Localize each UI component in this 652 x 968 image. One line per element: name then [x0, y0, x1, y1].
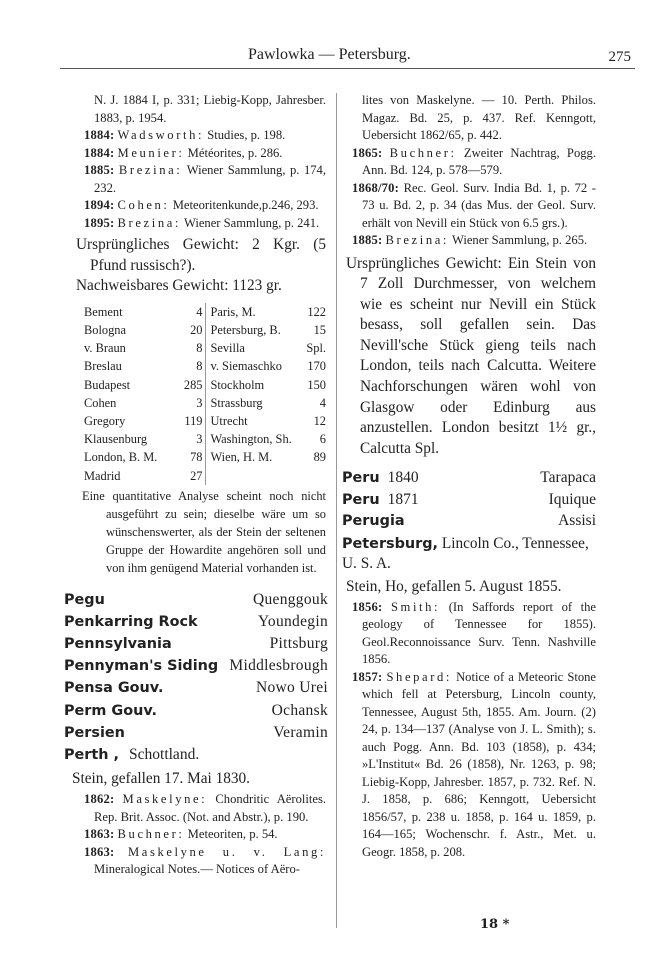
entry-location: Lincoln Co., Tennessee, U. S. A.: [342, 534, 589, 572]
index-entry: [342, 469, 596, 491]
entry-place: Pittsburg: [269, 635, 328, 653]
signature-mark: 18 *: [480, 917, 510, 932]
collection-name: [206, 466, 302, 484]
reference-text: Notice of a Meteoric Stone which fell at Petersburg, Lincoln county, Tennessee, August 5th, 1855. Am. Journ. (2) 24, p. 134—137 (Analyse von J. L. Smith); s. auch Pogg. Ann. Bd. 103 (1858), p. 434; »L'Institut« Bd. 26 (1858), Nr. 1263, p. 98; Liebig-Kopp, Jahresber. 1857, p. 732. Ref. N. J. 1858, p. 686; Kenngott, Uebersicht 1856/57, p. 238 u. 1858, p. 164 u. 1859, p. 164—165; Wochenschr. f. Astr., Met. u. Geogr. 1858, p. 208.: [362, 669, 596, 859]
reference-author: Brezina:: [118, 163, 183, 177]
entry-year: 1871: [387, 490, 419, 508]
entry-name: Perth ,: [64, 746, 120, 763]
reference-year: 1885:: [352, 233, 383, 247]
collection-weight: 27: [176, 466, 206, 484]
reference-text: Wiener Sammlung, p. 174, 232.: [94, 163, 326, 195]
reference-text: Zweiter Nachtrag, Pogg. Ann. Bd. 124, p. 578—579.: [362, 145, 596, 177]
entry-place: Middlesbrough: [229, 657, 328, 675]
page-number: 275: [608, 49, 631, 65]
reference-year: 1856:: [352, 599, 383, 614]
petersburg-references: [352, 599, 596, 862]
reference-item: [352, 599, 596, 669]
reference-text: (In Saffords report of the geology of Tennessee for 1855). Geol.Reconnoissance Surv. Tenn. Nashville 1856.: [362, 599, 597, 667]
reference-year: 1884:: [84, 145, 115, 160]
collection-weight: 8: [176, 339, 206, 357]
index-entry: [64, 702, 328, 724]
collection-weight: 20: [176, 321, 206, 339]
reference-item: [352, 92, 596, 145]
collection-weight: 4: [319, 395, 326, 410]
entry-name: Perm Gouv.: [64, 702, 158, 719]
reference-year: 1868/70:: [352, 180, 400, 195]
collection-row: [84, 394, 326, 412]
entry-place: Assisi: [558, 512, 596, 530]
reference-item: [84, 791, 326, 826]
collection-weight: 3: [176, 394, 206, 412]
entry-heading: [342, 512, 413, 530]
collection-name: Strassburg: [210, 395, 263, 410]
collection-name: Klausenburg: [84, 432, 148, 447]
reference-year: 1863:: [84, 844, 115, 859]
collection-row: [84, 357, 326, 375]
reference-item: [84, 215, 326, 233]
entry-name: Pennyman's Siding: [64, 658, 219, 675]
collection-row: [84, 303, 326, 321]
collection-weight: 78: [176, 448, 206, 466]
reference-author: Cohen:: [117, 198, 170, 212]
reference-item: [352, 180, 596, 233]
collection-name: London, B. M.: [84, 450, 158, 465]
collection-weight: 3: [176, 430, 206, 448]
reference-author: Wadsworth:: [117, 128, 205, 142]
index-entry: [64, 679, 328, 701]
reference-text: Chondritic Aërolites. Rep. Brit. Assoc. (Not. and Abstr.), p. 190.: [94, 792, 327, 824]
reference-year: 1863:: [84, 827, 115, 842]
entry-place: Youndegin: [257, 612, 328, 630]
verifiable-weight: Nachweisbares Gewicht: 1123 gr.: [76, 277, 282, 295]
entry-name: Pegu: [64, 591, 105, 608]
reference-item: [84, 826, 326, 844]
reference-author: Meunier:: [117, 145, 185, 160]
collection-row: [84, 321, 326, 339]
collection-name: v. Braun: [84, 341, 126, 356]
index-entry: [64, 613, 328, 635]
index-entry: [64, 657, 328, 679]
entry-name: Petersburg,: [342, 535, 439, 552]
reference-item: [84, 92, 326, 127]
entry-place: Tarapaca: [540, 469, 596, 487]
collection-name: Petersburg, B.: [210, 323, 281, 338]
collection-name: Paris, M.: [210, 304, 256, 319]
entry-place: Iquique: [548, 490, 596, 508]
running-header: [60, 42, 635, 69]
entry-location: Schottland.: [129, 745, 200, 763]
reference-item: [84, 197, 326, 215]
reference-author: Maskelyne u. v. Lang:: [127, 844, 326, 859]
reference-text: Studies, p. 198.: [207, 128, 286, 142]
reference-text: Wiener Sammlung, p. 265.: [451, 233, 588, 247]
index-entry: [342, 491, 596, 513]
collection-name: Gregory: [84, 414, 126, 428]
original-weight-text: Ursprüngliches Gewicht: 2 Kgr.: [76, 236, 300, 253]
reference-year: 1895:: [84, 215, 115, 230]
entry-place: Quenggouk: [252, 590, 328, 608]
original-weight: [76, 235, 326, 276]
reference-year: 1884:: [84, 128, 115, 142]
reference-text: Meteoriten, p. 54.: [187, 827, 278, 842]
collection-weight: 15: [313, 323, 326, 338]
collection-name: Cohen: [84, 395, 117, 410]
collection-weight: 4: [176, 303, 206, 321]
collection-weight: [302, 466, 326, 484]
entry-petersburg: [342, 534, 596, 574]
collection-name: Stockholm: [210, 377, 265, 392]
collection-name: Utrecht: [210, 414, 248, 428]
index-entry: [64, 724, 328, 746]
reference-author: Brezina:: [117, 215, 182, 230]
collection-name: Wien, H. M.: [210, 450, 273, 465]
reference-year: 1862:: [84, 792, 115, 807]
left-column: [64, 92, 328, 879]
entry-name: Peru: [342, 470, 380, 487]
meteorite-index-list: [342, 469, 596, 534]
perth-references: [84, 791, 326, 879]
collection-row: [84, 448, 326, 466]
running-title: Pawlowka — Petersburg.: [248, 46, 411, 63]
collections-table: [84, 303, 326, 485]
reference-text: Meteoritenkunde,p.246, 293.: [172, 198, 319, 212]
collection-name: Bement: [84, 304, 123, 319]
collection-row: [84, 412, 326, 430]
collection-weight: 122: [307, 304, 326, 319]
reference-text: lites von Maskelyne. — 10. Perth. Philos. Magaz. Bd. 25, p. 437. Ref. Kenngott, Uebersicht 1862/65, p. 442.: [362, 93, 596, 142]
collection-weight: 89: [313, 450, 326, 465]
right-column: [342, 92, 597, 861]
petersburg-fall: Stein, Ho, gefallen 5. August 1855.: [346, 577, 562, 595]
meteorite-index-list: [64, 591, 328, 746]
collection-name: Budapest: [84, 377, 131, 392]
index-entry: [342, 512, 596, 534]
reference-year: 1857:: [352, 669, 383, 684]
collection-row: [84, 376, 326, 394]
original-weight-note: (5 Pfund russisch?).: [90, 236, 326, 274]
collection-weight: 170: [307, 359, 326, 374]
collection-name: v. Siemaschko: [210, 359, 282, 374]
entry-year: 1840: [387, 469, 419, 487]
reference-item: [352, 669, 596, 862]
reference-item: [84, 844, 326, 879]
collection-name: Bologna: [84, 323, 126, 338]
reference-text: Wiener Sammlung, p. 241.: [183, 215, 320, 230]
column-divider: [336, 93, 337, 928]
entry-place: Veramin: [273, 723, 328, 741]
entry-heading: [342, 491, 419, 509]
collection-weight: 285: [176, 376, 206, 394]
collection-weight: 8: [176, 357, 206, 375]
reference-author: Smith:: [390, 599, 441, 614]
entry-name: Pensa Gouv.: [64, 680, 164, 697]
entry-place: Nowo Urei: [255, 679, 328, 697]
entry-heading: [342, 469, 419, 487]
reference-author: Buchner:: [389, 145, 457, 160]
reference-text: Mineralogical Notes.— Notices of Aëro-: [94, 862, 300, 877]
reference-item: [352, 232, 596, 250]
reference-year: 1894:: [84, 198, 115, 212]
entry-perth: [64, 746, 328, 768]
reference-text: Rec. Geol. Surv. India Bd. 1, p. 72 - 73 u. Bd. 2, p. 34 (das Mus. der Geol. Surv. erhält von Nevill ein Stück von 6.5 grs.).: [362, 180, 596, 230]
reference-year: 1865:: [352, 145, 383, 160]
collection-weight: 150: [307, 377, 326, 392]
reference-author: Maskelyne:: [122, 792, 208, 807]
analysis-note: Eine quantitative Analyse scheint noch nicht ausgeführt zu sein; dieselbe wäre um so wünschenswerter, als der Stein der seltenen Gruppe der Howardite angehören soll und von ihm genügend Material vorhanden ist.: [82, 488, 326, 575]
reference-item: [84, 145, 326, 163]
entry-place: Ochansk: [271, 701, 328, 719]
collection-weight: 12: [313, 414, 326, 428]
collection-row: [84, 430, 326, 448]
reference-author: Shepard:: [386, 669, 453, 684]
collection-name: Madrid: [84, 468, 121, 483]
collection-row: [84, 466, 326, 484]
entry-name: Peru: [342, 491, 380, 508]
reference-item: [84, 162, 326, 197]
collection-name: Sevilla: [210, 341, 245, 356]
reference-year: 1885:: [84, 163, 115, 177]
reference-item: [84, 127, 326, 145]
original-weight: Ursprüngliches Gewicht: Ein Stein von 7 Zoll Durchmesser, von welchem wie es scheint nur Nevill ein Stück besass, soll gefallen sein. Das Nevill'sche Stück gieng teils nach London, teils nach Calcutta. Weitere Nachforschungen wären wohl von Glasgow oder Edinburg aus anzustellen. London besitzt 1½ gr., Calcutta Spl.: [346, 254, 596, 457]
collection-name: Breslau: [84, 359, 122, 374]
reference-text: Météorites, p. 286.: [187, 145, 283, 160]
entry-name: Persien: [64, 724, 125, 741]
entry-name: Pennsylvania: [64, 636, 172, 653]
index-entry: [64, 635, 328, 657]
index-entry: [64, 591, 328, 613]
perth-fall: Stein, gefallen 17. Mai 1830.: [72, 770, 251, 788]
collection-weight: Spl.: [306, 341, 326, 356]
entry-name: Perugia: [342, 513, 405, 530]
collection-weight: 6: [319, 432, 326, 447]
collection-row: [84, 339, 326, 357]
reference-item: [352, 145, 596, 180]
reference-author: Buchner:: [117, 827, 185, 842]
reference-author: Brezina:: [385, 233, 450, 247]
collection-name: Washington, Sh.: [210, 432, 292, 447]
entry-name: Penkarring Rock: [64, 613, 198, 630]
collection-weight: 119: [176, 412, 206, 430]
reference-text: N. J. 1884 I, p. 331; Liebig-Kopp, Jahresber. 1883, p. 1954.: [94, 93, 326, 125]
